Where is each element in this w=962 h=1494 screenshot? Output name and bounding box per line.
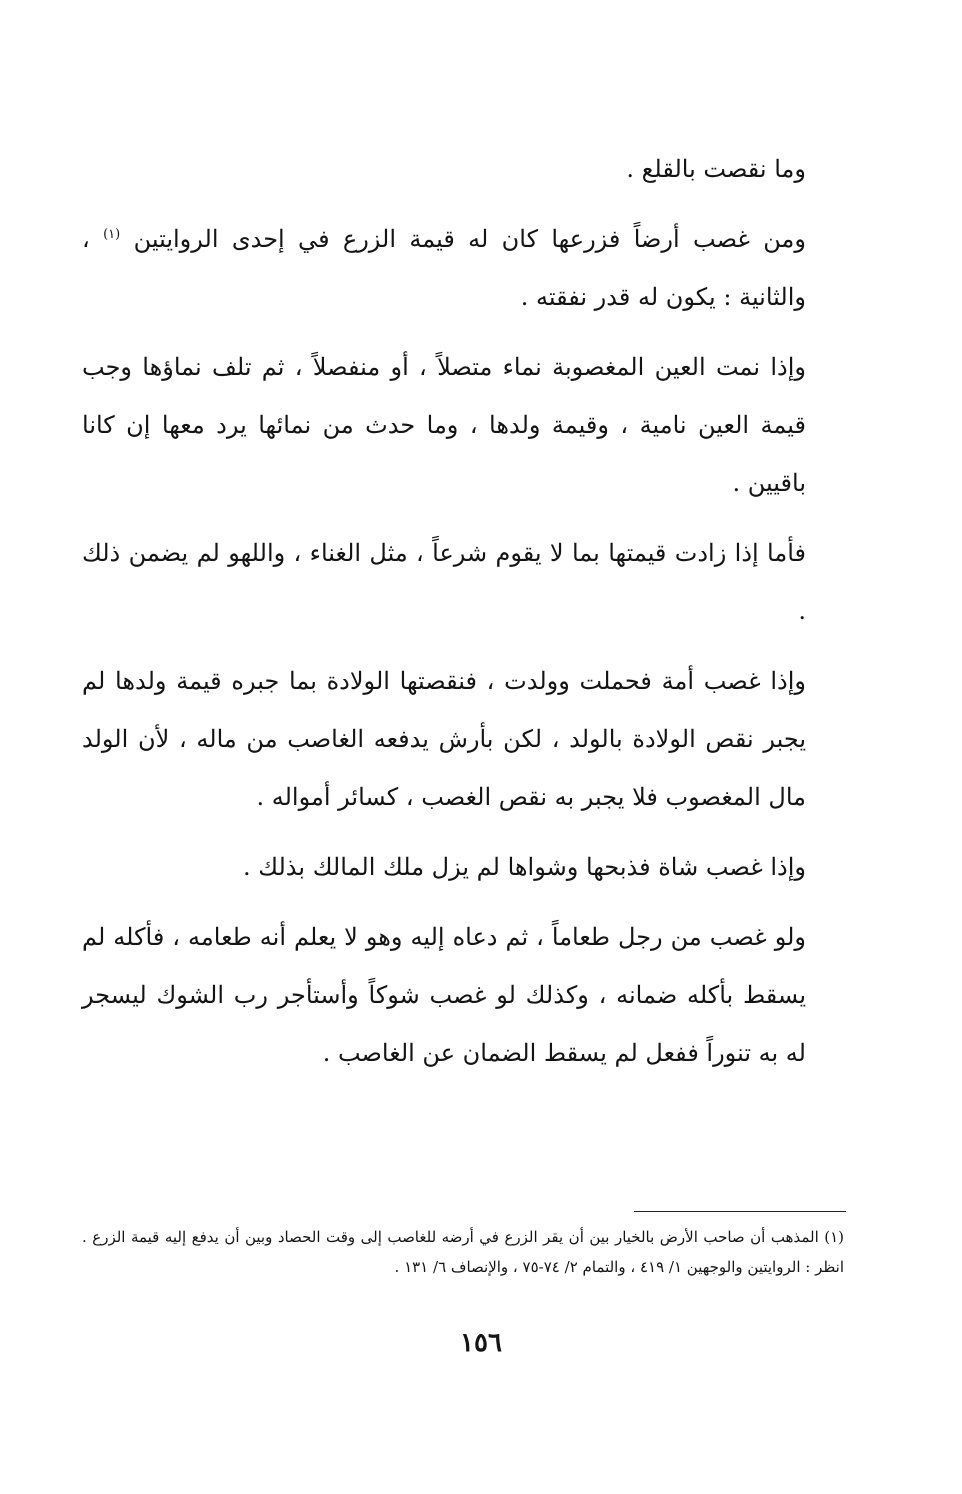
paragraph-text: ومن غصب أرضاً فزرعها كان له قيمة الزرع في إحدى الروايتين (133, 225, 806, 253)
footnote-divider (634, 1211, 846, 1212)
paragraph-text: وما نقصت بالقلع . (626, 155, 806, 183)
paragraph-text: وإذا نمت العين المغصوبة نماء متصلاً ، أو منفصلاً ، ثم تلف نماؤها وجب قيمة العين نامية ، وقيمة ولدها ، وما حدث من نمائها يرد معها إن كانا باقيين . (82, 353, 806, 497)
paragraph-text: وإذا غصب شاة فذبحها وشواها لم يزل ملك المالك بذلك . (242, 853, 806, 881)
footnote-reference[interactable]: (١) (103, 227, 121, 242)
paragraph-5 (82, 652, 844, 826)
paragraph-3 (82, 338, 844, 512)
paragraph-1 (82, 140, 844, 198)
main-text (82, 140, 844, 1094)
paragraph-7 (82, 908, 844, 1082)
footnote-text: (١) المذهب أن صاحب الأرض بالخيار بين أن يقر الزرع في أرضه للغاصب إلى وقت الحصاد وبين أن يدفع إليه قيمة الزرع . انظر : الروايتين والوجهين ١/ ٤١٩ ، والتمام ٢/ ٧٤-٧٥ ، والإنصاف ٦/ ١٣١ . (82, 1228, 844, 1276)
paragraph-text: ، والثانية : يكون له قدر نفقته . (82, 225, 806, 311)
paragraph-text: وإذا غصب أمة فحملت وولدت ، فنقصتها الولادة بما جبره قيمة ولدها لم يجبر نقص الولادة بالولد ، لكن بأرش يدفعه الغاصب من ماله ، لأن الولد مال المغصوب فلا يجبر به نقص الغصب ، كسائر أمواله . (82, 667, 806, 811)
paragraph-4 (82, 524, 844, 640)
paragraph-text: ولو غصب من رجل طعاماً ، ثم دعاه إليه وهو لا يعلم أنه طعامه ، فأكله لم يسقط بأكله ضمانه ، وكذلك لو غصب شوكاً وأستأجر رب الشوك ليسجر له به تنوراً ففعل لم يسقط الضمان عن الغاصب . (82, 923, 806, 1067)
page-number: ١٥٦ (460, 1328, 502, 1358)
footnote (82, 1222, 844, 1282)
paragraph-2 (82, 210, 844, 326)
paragraph-text: فأما إذا زادت قيمتها بما لا يقوم شرعاً ، مثل الغناء ، واللهو لم يضمن ذلك . (82, 539, 806, 625)
paragraph-6 (82, 838, 844, 896)
